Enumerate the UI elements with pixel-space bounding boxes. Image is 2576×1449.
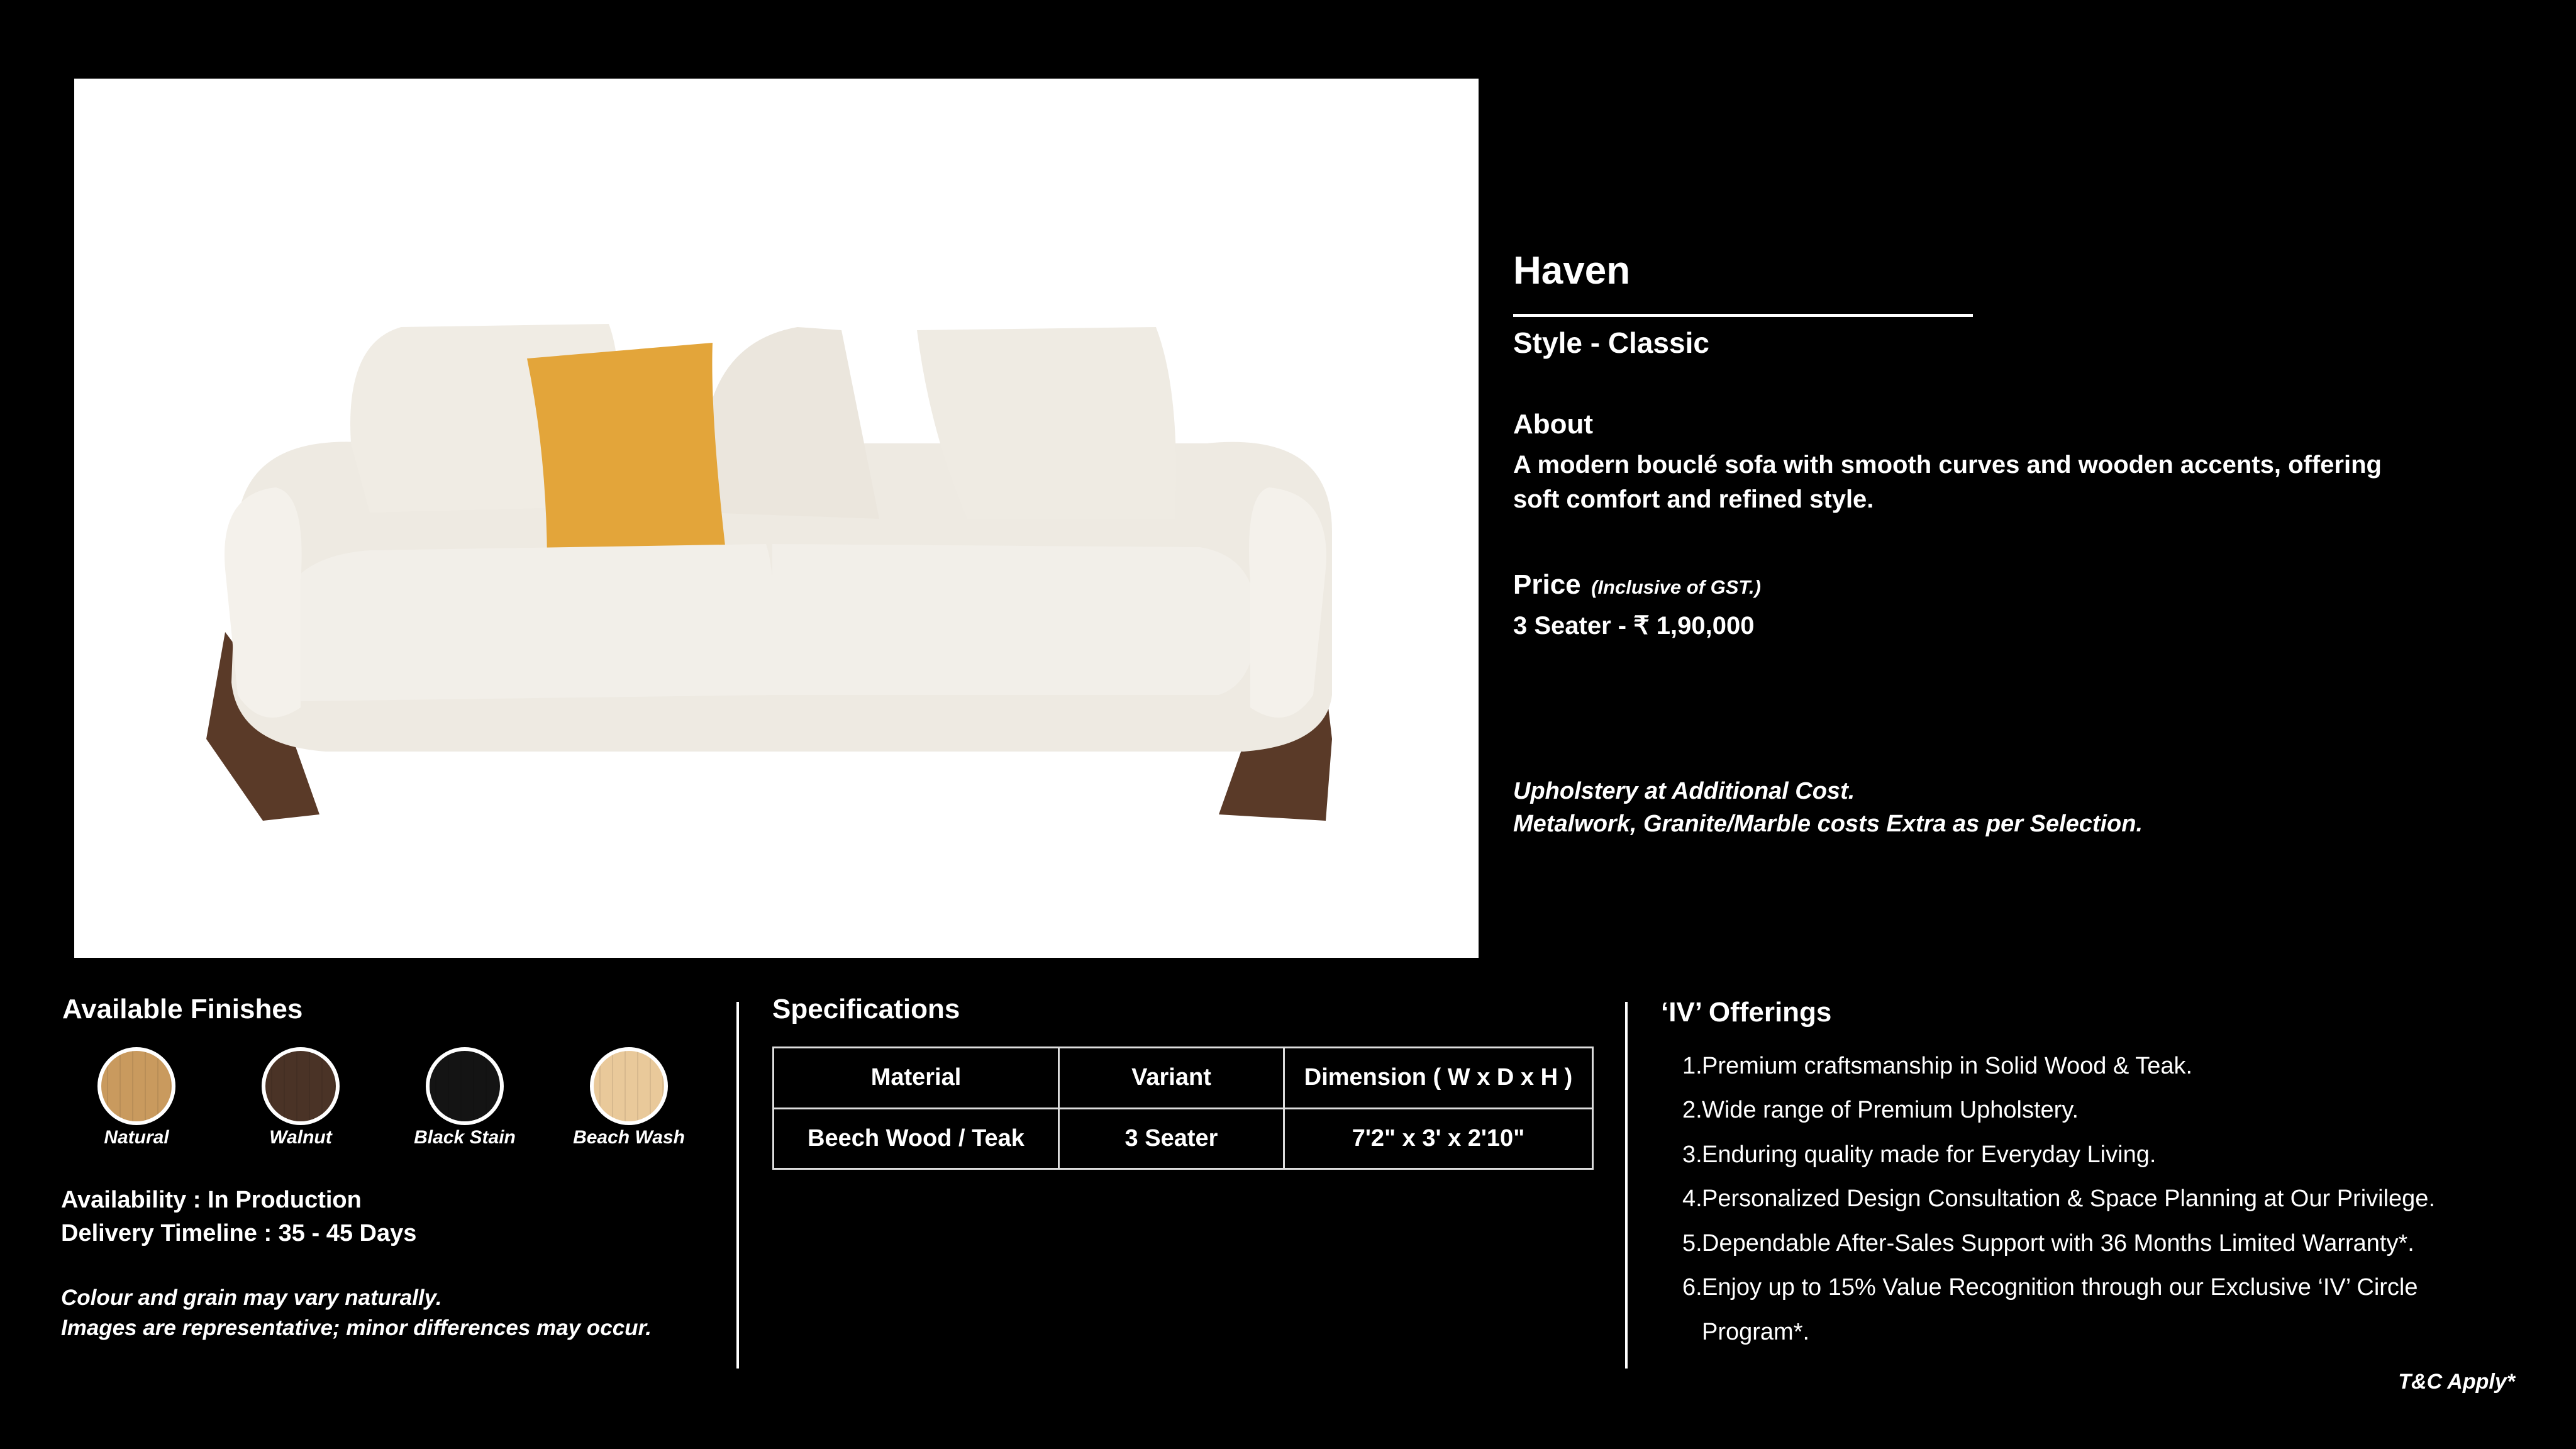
- title-underline: [1513, 314, 1973, 317]
- price-heading: Price: [1513, 569, 1581, 600]
- disclaimer-line: Colour and grain may vary naturally.: [61, 1285, 442, 1310]
- offering-text: Enduring quality made for Everyday Living.: [1702, 1141, 2157, 1168]
- offering-item: [1682, 1089, 2435, 1133]
- finishes-heading: Available Finishes: [62, 994, 303, 1024]
- availability-info: [61, 1184, 416, 1250]
- offering-item: [1682, 1133, 2435, 1177]
- section-divider: [1625, 1002, 1628, 1368]
- offering-item: [1682, 1044, 2435, 1089]
- product-photo: [74, 79, 1479, 958]
- delivery-timeline: Delivery Timeline : 35 - 45 Days: [61, 1220, 417, 1246]
- offering-text: Wide range of Premium Upholstery.: [1702, 1097, 2079, 1124]
- offering-item: [1682, 1221, 2435, 1266]
- offerings-heading: ‘IV’ Offerings: [1661, 997, 1832, 1028]
- extras-note: Metalwork, Granite/Marble costs Extra as per Selection.: [1513, 811, 2143, 837]
- upholstery-note: Upholstery at Additional Cost.: [1513, 778, 1855, 804]
- product-name: Haven: [1513, 249, 1631, 292]
- finish-swatch-natural: [97, 1047, 175, 1125]
- finish-swatch-walnut: [262, 1047, 340, 1125]
- cell-variant: 3 Seater: [1059, 1108, 1284, 1169]
- offering-number: 1.: [1682, 1052, 1702, 1079]
- about-heading: About: [1513, 409, 1594, 440]
- price-value: 3 Seater - ₹ 1,90,000: [1513, 612, 1755, 640]
- offerings-list: [1682, 1044, 2435, 1355]
- disclaimer-line: Images are representative; minor differences may occur.: [61, 1316, 652, 1340]
- about-line: soft comfort and refined style.: [1513, 486, 1874, 513]
- finish-swatch-black-stain: [426, 1047, 504, 1125]
- header-variant: Variant: [1059, 1048, 1284, 1109]
- offering-text: Personalized Design Consultation & Space Planning at Our Privilege.: [1702, 1185, 2435, 1213]
- offering-text: Enjoy up to 15% Value Recognition through our Exclusive ‘IV’ Circle: [1702, 1274, 2418, 1301]
- offering-number: 2.: [1682, 1097, 1702, 1124]
- finish-label: Walnut: [269, 1127, 332, 1148]
- offering-item: [1682, 1310, 2435, 1355]
- header-material: Material: [774, 1048, 1059, 1109]
- offering-text: Premium craftsmanship in Solid Wood & Teak.: [1702, 1052, 2193, 1079]
- offering-number: 6.: [1682, 1274, 1702, 1301]
- finish-swatch-beach-wash: [590, 1047, 668, 1125]
- finish-disclaimer: [61, 1283, 652, 1343]
- offering-item: [1682, 1266, 2435, 1311]
- cell-dimension: 7'2" x 3' x 2'10": [1284, 1108, 1593, 1169]
- offering-number: 4.: [1682, 1185, 1702, 1213]
- tc-apply: T&C Apply*: [2398, 1370, 2515, 1394]
- offering-number: 5.: [1682, 1230, 1702, 1257]
- cell-material: Beech Wood / Teak: [774, 1108, 1059, 1169]
- offering-number: 3.: [1682, 1141, 1702, 1168]
- finish-label: Beach Wash: [573, 1127, 685, 1148]
- cost-notes: [1513, 775, 2143, 840]
- price-note: (Inclusive of GST.): [1591, 576, 1761, 598]
- offering-text: Program*.: [1702, 1318, 1810, 1345]
- specs-heading: Specifications: [772, 994, 960, 1024]
- specs-header-row: [774, 1048, 1593, 1109]
- about-text: [1513, 448, 2382, 517]
- price-heading-row: [1513, 569, 1761, 601]
- about-line: A modern bouclé sofa with smooth curves and wooden accents, offering: [1513, 451, 2382, 479]
- finish-label: Black Stain: [414, 1127, 516, 1148]
- header-dimension: Dimension ( W x D x H ): [1284, 1048, 1593, 1109]
- specs-row: [774, 1108, 1593, 1169]
- specs-table: [772, 1046, 1594, 1170]
- section-divider: [736, 1002, 739, 1368]
- product-style: Style - Classic: [1513, 326, 1709, 359]
- availability: Availability : In Production: [61, 1187, 362, 1213]
- offering-item: [1682, 1177, 2435, 1222]
- offering-text: Dependable After-Sales Support with 36 Months Limited Warranty*.: [1702, 1230, 2414, 1257]
- sofa-illustration: [74, 79, 1479, 958]
- finish-label: Natural: [104, 1127, 169, 1148]
